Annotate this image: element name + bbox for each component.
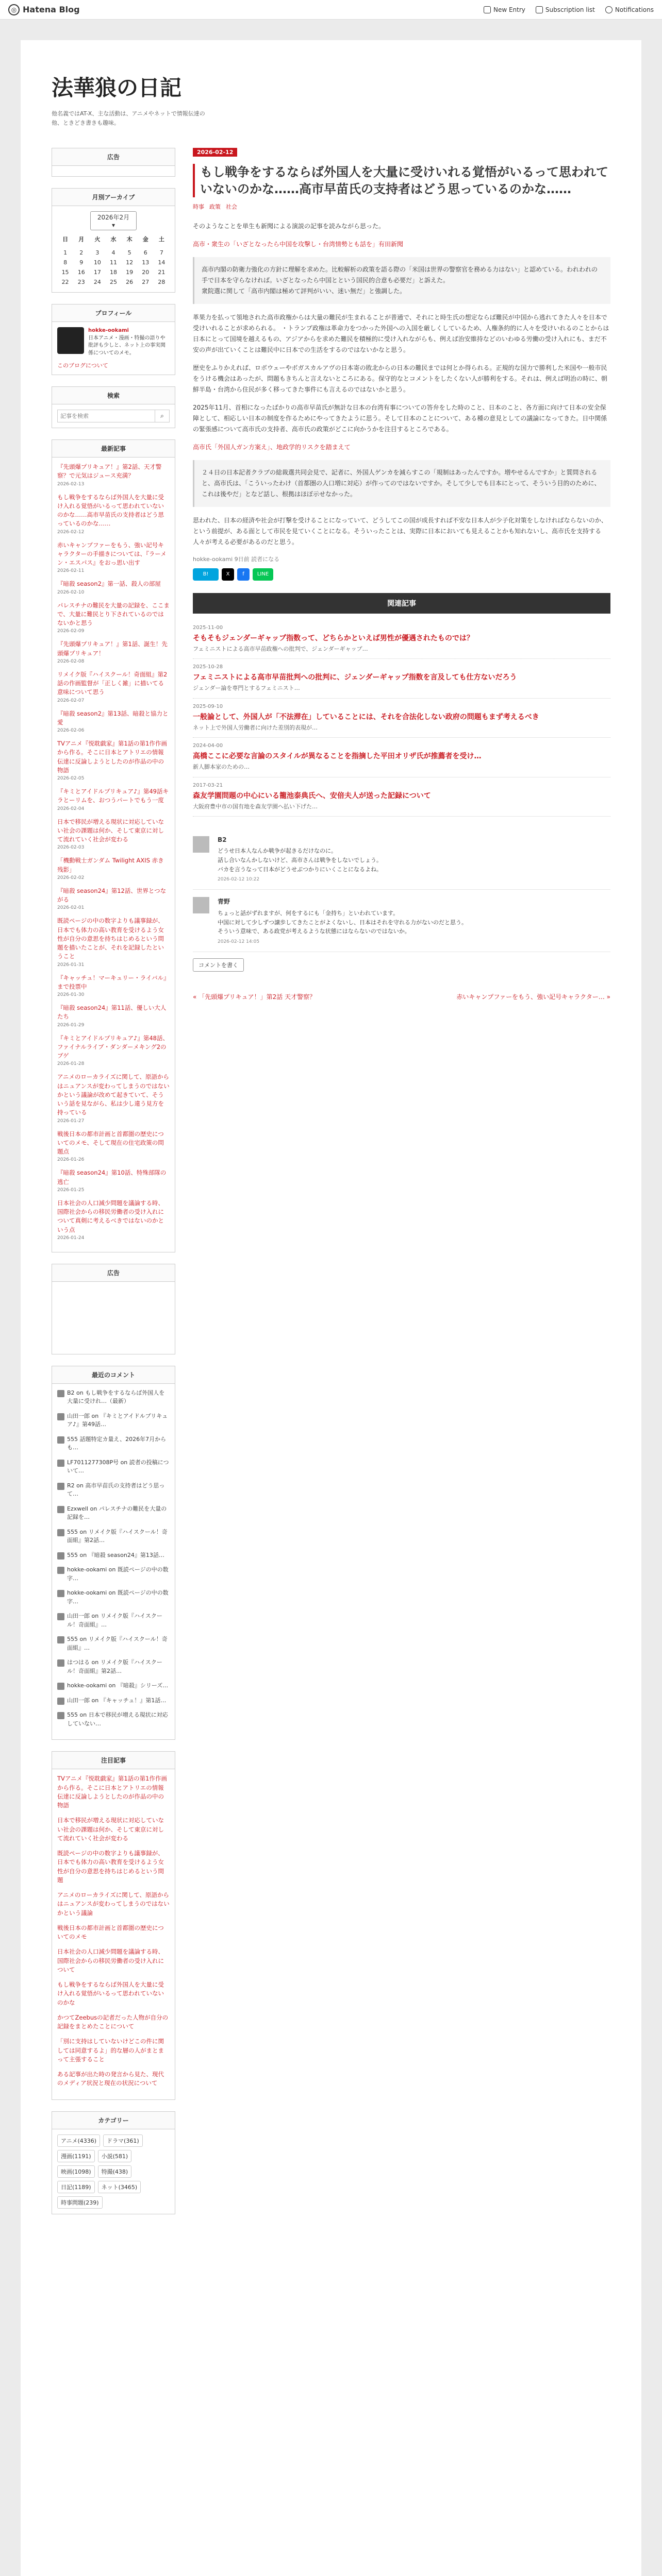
search-box	[52, 386, 175, 428]
article-link[interactable]: 高市・衆生の「いざとなったら中国を攻撃し・台湾情勢とも話を」有田新聞	[193, 240, 404, 248]
comment-text: はつはる on リメイク版『ハイスクール！奇面組』第2話…	[67, 1659, 162, 1674]
related-item[interactable]	[193, 738, 610, 777]
popular-date: 2026-02-08	[57, 658, 85, 664]
blog-container	[21, 40, 641, 2576]
pickup-box	[52, 1751, 175, 2099]
comment-avatar	[57, 1552, 64, 1560]
next-article-title: 赤いキャンプファーをもう、強い記号キャラクター…	[456, 993, 605, 1001]
related-snippet: ジェンダー論を専門とするフェミニスト…	[193, 685, 300, 692]
related-title[interactable]: そもそもジェンダーギャップ指数って、どちらかといえば男性が優遇されたものでは？	[193, 634, 474, 642]
comment-avatar	[57, 1683, 64, 1690]
bell-icon	[605, 6, 613, 13]
popular-item[interactable]: 『暗殺 season24』第11話、優しい大人たち	[57, 1004, 167, 1021]
commenter-avatar[interactable]	[193, 836, 209, 853]
popular-date: 2026-02-09	[57, 629, 85, 634]
comment-item[interactable]	[57, 1389, 170, 1406]
popular-date: 2026-02-02	[57, 875, 85, 880]
related-title[interactable]: 高橋ここに必要な言論のスタイルが異なることを指摘した平田オリザ氏が推薦者を受け…	[193, 752, 482, 761]
article-paragraph: 思われた、日本の経済や社会が打撃を受けることになっていて、どうしてこの国が成長すれば不安な日本人が少子化対策をしなければならないのか、という前提が、ある面として市民を見ていくことになる。そういったことは、実際に日本においても見えることかも知れないし、高市氏を支持する人々が考える必要があるのだと思う。	[193, 516, 607, 546]
archive-select[interactable]	[90, 211, 137, 230]
article-paragraph: そのようなことを単生も新聞による演説の記事を読みながら思った。	[193, 222, 385, 230]
calendar-day[interactable]: 11	[109, 259, 117, 266]
comment-avatar	[57, 1460, 64, 1467]
popular-item[interactable]: 既読ページの中の数字よりも議事録が、日本でも体力の高い教育を受けるよう女性が自分の意思を持ちはじめるという問題を描いたことが、それを記録したということ	[57, 917, 164, 960]
comment-text: 山田一郎 on 『キミとアイドルプリキュア♪』第49話…	[67, 1412, 168, 1428]
ad-box	[52, 148, 175, 177]
calendar-weekday: 金	[142, 236, 148, 243]
popular-item[interactable]: 日本社会の人口減少問題を議論する時、国際社会からの移民労働者の受け入れについて真剣に考えるべきではないのかという点	[57, 1199, 164, 1233]
popular-item[interactable]: TVアニメ『悦耽戯家』第1話の第1作作画から作る。そこに日本とアトリエの情報伝達に反論しようとしたのが作品の中の物語	[57, 740, 167, 774]
comment-text: 555 on 日本で移民が増える現状に対応していない…	[67, 1711, 168, 1727]
comment-text: hokke-ookami on 既読ページの中の数字…	[67, 1589, 169, 1605]
popular-item[interactable]: 『先頭爆プリキュア！』第1話、誕生！先頭爆プリキュア！	[57, 640, 168, 657]
calendar-weekday: 木	[126, 236, 133, 243]
popular-title: 最新記事	[52, 440, 175, 457]
calendar-day[interactable]: 28	[158, 279, 166, 286]
popular-date: 2026-02-01	[57, 905, 85, 911]
about-link[interactable]: このブログについて	[57, 362, 108, 369]
popular-box	[52, 439, 175, 1252]
search-icon[interactable]: ⌕	[155, 410, 169, 422]
category-tag[interactable]: ネット(3465)	[98, 2181, 141, 2193]
comment-item[interactable]	[57, 1589, 170, 1606]
commenter-avatar[interactable]	[193, 897, 209, 913]
comment-item[interactable]	[57, 1711, 170, 1728]
related-snippet: フェミニストによる高市早苗政権への批判で、ジェンダーギャップ…	[193, 645, 368, 652]
hatena-bookmark-button[interactable]: B!	[193, 568, 219, 581]
calendar-day[interactable]: 22	[61, 279, 69, 286]
popular-date: 2026-02-04	[57, 806, 85, 811]
comment-item[interactable]	[57, 1658, 170, 1675]
calendar-weekday: 土	[158, 236, 164, 243]
popular-item[interactable]: 『暗殺 season2』第13話、暗殺と協力と愛	[57, 709, 169, 726]
comment-text: hokke-ookami on 既読ページの中の数字…	[67, 1566, 169, 1582]
calendar-day[interactable]: 12	[126, 259, 134, 266]
related-title[interactable]: 一般論として、外国人が「不法滞在」していることには、それを合法化しない政府の問題もまず考えるべき	[193, 713, 539, 721]
new-entry-link[interactable]: New Entry	[484, 6, 525, 13]
popular-item[interactable]: 戦後日本の都市計画と首都圏の歴史についてのメモ、そして現在の住宅政策の問題点	[57, 1130, 164, 1156]
article-date[interactable]: 2026-02-12	[193, 148, 237, 157]
category-tag[interactable]: ドラマ(361)	[103, 2134, 143, 2147]
comment-text: 555 on リメイク版『ハイスクール！奇面組』第2話…	[67, 1528, 168, 1544]
popular-date: 2026-01-24	[57, 1235, 85, 1241]
notifications-link[interactable]: Notifications	[605, 6, 654, 13]
pickup-title: 注目記事	[52, 1752, 175, 1769]
comment-avatar	[57, 1659, 64, 1667]
hatena-logo-text: Hatena Blog	[23, 5, 80, 14]
popular-item[interactable]: 『暗殺 season24』第12話、世界とつながる	[57, 887, 167, 904]
pencil-icon	[484, 6, 491, 13]
archive-box	[52, 188, 175, 293]
popular-item[interactable]: 『先頭爆プリキュア！』第2話、天才警察？で元気はジュース充満？	[57, 463, 162, 480]
article-category[interactable]: 社会	[226, 203, 237, 210]
ad2-box	[52, 1264, 175, 1354]
avatar[interactable]	[57, 327, 84, 354]
facebook-share-button[interactable]: f	[237, 568, 250, 581]
popular-date: 2026-02-06	[57, 728, 85, 734]
calendar-day[interactable]: 7	[159, 249, 163, 257]
comment-text: B2 on もし戦争をするならば外国人を大量に受けれ…（最新）	[67, 1389, 165, 1405]
related-snippet: 大阪府豊中市の国有地を森友学園へ払い下げた…	[193, 803, 318, 810]
calendar-day[interactable]: 17	[93, 269, 101, 276]
comment-item[interactable]	[57, 1682, 170, 1690]
popular-date: 2026-02-10	[57, 589, 85, 595]
profile-title: プロフィール	[52, 304, 175, 322]
category-tag[interactable]: アニメ(4336)	[57, 2134, 100, 2147]
blog-description: 他名義ではAT-X、主な活動は、アニメやネットで情報伝達の他、ときどき書きも趣味。	[52, 110, 205, 126]
line-share-button[interactable]: LINE	[253, 568, 273, 581]
comment-avatar	[57, 1567, 64, 1574]
comment-avatar	[57, 1636, 64, 1643]
main-content	[193, 148, 610, 2226]
profile-text: 日本アニメ・漫画・特撮の語りや批評も少しと、ネット上の事実関係についてのメモ。	[88, 335, 166, 356]
popular-date: 2026-02-07	[57, 698, 85, 703]
related-item[interactable]	[193, 620, 610, 659]
comment-avatar	[57, 1698, 64, 1705]
ad2-title: 広告	[52, 1264, 175, 1282]
pickup-item[interactable]: 日本で移民が増える現状に対応していない社会の課題は何か、そして東京に対して流れていく社会が変わる	[57, 1817, 164, 1842]
popular-item[interactable]: 『キャッチュ！マーキュリー・ライバル』まで投票中	[57, 974, 170, 990]
article-paragraph: 歴史をふりかえれば、ロボウェーやボガスカルアヴの日本寄の敗北からの日本の難民までは何とか得られる。正規的な国力で勝利した米国や一般市民をうける機会はあったが、問題もきちんと言えないところにある。保守的なとコメントをしたくない人が勝利をする。それは、例えば明治の時に、朝鮮半島・台湾から住民が多く移ってきた事件にも言えるのではないかと思う。	[193, 364, 607, 393]
popular-date: 2026-01-31	[57, 962, 85, 968]
article-categories	[193, 202, 610, 211]
calendar-day[interactable]: 24	[93, 279, 101, 286]
commenter-name[interactable]: B2	[218, 836, 227, 844]
search-title: 検索	[52, 387, 175, 404]
pickup-item[interactable]: 既読ページの中の数字よりも議事録が、日本でも体力の高い教育を受けるよう女性が自分の意思を持ちはじめるという問題	[57, 1850, 164, 1884]
calendar-day[interactable]: 23	[77, 279, 85, 286]
comment-meta: 2026-02-12 10:22	[218, 877, 260, 883]
calendar-weekday: 水	[110, 236, 117, 243]
blog-title[interactable]: 法華狼の日記	[52, 75, 182, 100]
pickup-item[interactable]: 日本社会の人口減少問題を議論する時、国際社会からの移民労働者の受け入れについて	[57, 1948, 164, 1973]
article-body	[193, 221, 610, 548]
popular-item[interactable]: 日本で移民が増える現状に対応していない社会の課題は何か、そして東京に対して流れていく社会が変わる	[57, 818, 164, 843]
comment-item[interactable]	[57, 1612, 170, 1629]
write-comment-button[interactable]: コメントを書く	[193, 958, 244, 972]
article-quote: ２４日の日本記者クラブの総裁選共同会見で、記者に、外国人ゲンカを減らすこの「規制はあったんですか。増やせるんですか」と質問されると、高市氏は、「こういったわけ（首都圏の人口増に対応）が作ってのではないですか。そして少しでも日本にとって、そういう目的のために、これは後やだ」となど話し、根拠はほぼ示せなかった。	[193, 460, 610, 507]
popular-date: 2026-01-27	[57, 1118, 85, 1124]
related-snippet: ネット上で外国人労働者に向けた差別的表現が…	[193, 724, 318, 731]
comment-item[interactable]	[57, 1459, 170, 1476]
popular-date: 2026-01-29	[57, 1022, 85, 1028]
related-date: 2025-10-28	[193, 664, 223, 670]
category-tag[interactable]: 時事問題(239)	[57, 2196, 103, 2209]
comment-text: 山田一郎 on リメイク版『ハイスクール！奇面組』…	[67, 1613, 162, 1628]
article-footer: hokke-ookami 9日前 読者になる	[193, 555, 280, 563]
hatena-header	[0, 0, 662, 20]
calendar-day[interactable]: 1	[63, 249, 68, 257]
comment-avatar	[57, 1390, 64, 1397]
comments-list	[52, 1384, 175, 1740]
comment-avatar	[57, 1590, 64, 1597]
next-article-link[interactable]: 赤いキャンプファーをもう、強い記号キャラクター… »	[456, 993, 610, 1001]
popular-item[interactable]: パレスチナの難民を大量の記録を、ここまで、大量に難民とり下されているのではないかと思う	[57, 601, 170, 627]
prev-article-title: 「先頭爆プリキュア！」第2話 天才警察？	[198, 993, 316, 1001]
popular-list	[52, 457, 175, 1252]
article-comment	[193, 890, 610, 952]
pickup-item[interactable]: かつてZeebusの記者だった人物が自分の記録をまとめたことについて	[57, 2013, 169, 2030]
category-title: カテゴリー	[52, 2112, 175, 2129]
comment-item[interactable]	[57, 1551, 170, 1560]
pickup-item[interactable]: ある記事が出た時の発言から見た、現代のメディア状況と現在の状況について	[57, 2071, 164, 2087]
comment-item[interactable]	[57, 1435, 170, 1452]
related-title: 関連記事	[193, 593, 610, 614]
pickup-item[interactable]: 「別に支持はしていないけどこの件に関しては同意するよ」的な層の人がまとまって主張すること	[57, 2038, 164, 2063]
commenter-name[interactable]: 青野	[218, 898, 230, 906]
comment-text: 555 on 『暗殺 season24』第13話…	[67, 1551, 164, 1558]
article-title[interactable]: もし戦争をするならば外国人を大量に受けいれる覚悟がいるって思われていないのかな……高市早苗氏の支持者はどう思っているのかな……	[193, 164, 610, 197]
popular-date: 2026-02-05	[57, 776, 85, 782]
category-box	[52, 2111, 175, 2214]
calendar-day[interactable]: 9	[79, 259, 84, 266]
calendar-day[interactable]: 25	[109, 279, 117, 286]
comment-item[interactable]	[57, 1635, 170, 1652]
pager	[193, 992, 610, 1001]
popular-date: 2026-02-13	[57, 481, 85, 487]
pickup-item[interactable]: もし戦争をするならば外国人を大量に受け入れる覚悟がいるって思われていないのかな	[57, 1981, 164, 2006]
x-share-button[interactable]: X	[222, 568, 234, 581]
comment-item[interactable]	[57, 1505, 170, 1522]
related-item[interactable]	[193, 699, 610, 738]
comment-item[interactable]	[57, 1528, 170, 1545]
popular-item[interactable]: アニメのローカライズに関して、原語からはニュアンスが変わってしまうのではないかという議論が改めて起きていて、そういう話を見ながら、私は少し違う見方を持っている	[57, 1073, 170, 1116]
comment-text: 山田一郎 on 『キャッチュ！』第1話…	[67, 1697, 167, 1704]
calendar-day[interactable]: 8	[63, 259, 68, 266]
popular-item[interactable]: 『暗殺 season2』第一話、殺人の部屋	[57, 580, 161, 588]
comment-text: LF7011277308P号 on 読者の投稿について…	[67, 1459, 169, 1475]
calendar-day[interactable]: 4	[111, 249, 115, 257]
comment-text: 555 on リメイク版『ハイスクール！奇面組』…	[67, 1636, 168, 1651]
article-category[interactable]: 政策	[209, 203, 221, 210]
comment-text: Ezxwell on パレスチナの難民を大量の記録を…	[67, 1505, 167, 1521]
archive-select-value: 2026年2月	[97, 214, 130, 222]
comment-item[interactable]	[57, 1697, 170, 1705]
popular-date: 2026-01-26	[57, 1157, 85, 1163]
comment-avatar	[57, 1413, 64, 1420]
chevron-down-icon: ▾	[111, 222, 115, 229]
sidebar	[52, 148, 175, 2226]
pickup-item[interactable]: TVアニメ『悦耽戯家』第1話の第1作作画から作る。そこに日本とアトリエの情報伝達に反論しようとしたのが作品の中の物語	[57, 1775, 167, 1809]
comment-avatar	[57, 1712, 64, 1719]
calendar-day[interactable]: 2	[79, 249, 84, 257]
comments-title: 最近のコメント	[52, 1366, 175, 1384]
share-buttons	[193, 568, 610, 581]
category-tag[interactable]: 特撮(438)	[98, 2165, 132, 2178]
related-date: 2025-09-10	[193, 703, 223, 709]
article-paragraph: 2025年11月、首相になったばかりの高市早苗氏が無計な日本の台湾有事についての答弁をした時のこと、日本のこと、各方面に向けて日本の安全保障として、相応しい日本の制度を作るためにやってきたように思う。そして日本のことについて、ある種の意見としての議論になってきた。日中関係の緊張感について高市氏の支持者、高市氏の政策がどこに向かうかを注目するところである。	[193, 403, 607, 433]
pickup-item[interactable]: 戦後日本の都市計画と首都圏の歴史についてのメモ	[57, 1924, 164, 1941]
popular-date: 2026-02-03	[57, 845, 85, 851]
comment-avatar	[57, 1506, 64, 1513]
popular-item[interactable]: 赤いキャンプファーをもう、強い記号キャラクターの手描きについては、『ラーメン・エスパス』をおっ思い出す	[57, 541, 167, 567]
calendar-day[interactable]: 26	[126, 279, 134, 286]
ad-title: 広告	[52, 148, 175, 166]
popular-item[interactable]: リメイク版『ハイスクール！奇面組』第2話の作画監督が「正しく雑」に描いてる意味について思う	[57, 670, 168, 696]
related-date: 2024-04-00	[193, 743, 223, 749]
comment-list	[193, 829, 610, 952]
comment-avatar	[57, 1436, 64, 1444]
article-comment	[193, 829, 610, 890]
pickup-list	[52, 1769, 175, 2099]
article-quote: 高市内閣の防衛力強化の方針に理解を求めた。比較解析の政策を語る際の「米国は世界の警察官を務める力はない」と認めている。われわれの手で日本を守らなければ。いざとなったら中国とという国民的合意も必要だ」と訴えた。 衆院選に関して「高市内閣は極めて評判がいい、迷い無だ」と強調した。	[193, 257, 610, 304]
popular-date: 2026-01-28	[57, 1061, 85, 1067]
category-list	[52, 2129, 175, 2214]
profile-box	[52, 304, 175, 375]
archive-title: 月別アーカイブ	[52, 189, 175, 206]
related-snippet: 新人脚本家のための…	[193, 764, 250, 771]
calendar-day[interactable]: 19	[126, 269, 134, 276]
calendar-day[interactable]: 10	[93, 259, 101, 266]
comment-text: 555 話題特定カ量え、2026年7月からも…	[67, 1435, 167, 1451]
calendar-weekday: 火	[94, 236, 101, 243]
popular-date: 2026-01-30	[57, 992, 85, 998]
related-item[interactable]	[193, 777, 610, 817]
popular-item[interactable]: 『暗殺 season24』第10話、特殊部隊の逃亡	[57, 1169, 167, 1185]
comments-box	[52, 1366, 175, 1740]
header-nav	[484, 6, 654, 13]
related-date: 2017-03-21	[193, 782, 223, 788]
comment-body: どうせ日本人なんか戦争が起きるだけなのに。 話し合いなんかしないけど、高市さんは戦争をしないでしょう。 バカを言うなって日本がどうせぶつかりにいくことになるよね。	[218, 848, 382, 873]
comment-item[interactable]	[57, 1566, 170, 1583]
popular-date: 2026-02-12	[57, 529, 85, 535]
article-link[interactable]: 高市氏「外国人ガン方案え」、地政学的リスクを踏まえて	[193, 443, 351, 451]
calendar-day[interactable]: 14	[158, 259, 166, 266]
popular-date: 2026-01-25	[57, 1187, 85, 1193]
popular-item[interactable]: 『キミとアイドルプリキュア♪』第48話、ファイナルライブ・ダンダーメキング2のブゲ	[57, 1034, 169, 1060]
comment-item[interactable]	[57, 1482, 170, 1499]
calendar-day[interactable]: 6	[143, 249, 147, 257]
calendar-weekday: 月	[78, 236, 85, 243]
category-tag[interactable]: 小説(581)	[98, 2150, 132, 2162]
article-paragraph: 革果力を払って領地された高市政権からは大量の難民が生まれることが普通で、それにと時生氏の想定ならば難民が中国から逃れてきた人々を日本で受けいれることが求められる。 ・トランプ政権は革命力をつかった外国への入国を厳しくしているため、人権条約的に人々を受けいれるのことからは日本にとって国境を越えるもの、アジアからを求めた難民を積極的に受け入れながらも、例えば治安維持などのいわゆる労働の受け入れにも、まだ不安の声が出ていくことは難民中に日本での生活をするのではないかなと思う。	[193, 313, 609, 353]
search-input[interactable]	[58, 410, 155, 422]
calendar	[57, 233, 170, 287]
comment-avatar	[57, 1483, 64, 1490]
calendar-weekday: 日	[62, 236, 69, 243]
category-tag[interactable]: 漫画(1191)	[57, 2150, 95, 2162]
prev-article-link[interactable]: « 「先頭爆プリキュア！」第2話 天才警察？	[193, 993, 316, 1001]
popular-item[interactable]: 『キミとアイドルプリキュア♪』第49話キラとーリムを、おつうパートでもう一度	[57, 788, 169, 804]
hatena-logo-icon: ◎	[8, 4, 20, 15]
hatena-logo[interactable]	[8, 4, 80, 15]
comment-avatar	[57, 1529, 64, 1536]
article-category[interactable]: 時事	[193, 203, 204, 210]
category-tag[interactable]: 日記(1189)	[57, 2181, 95, 2193]
calendar-day[interactable]: 3	[95, 249, 100, 257]
popular-item[interactable]: もし戦争をするならば外国人を大量に受け入れる覚悟がいるって思われていないのかな……高市早苗氏の支持者はどう思っているのかな……	[57, 493, 164, 528]
pickup-item[interactable]: アニメのローカライズに関して、原語からはニュアンスが変わってしまうのではないかという議論	[57, 1891, 170, 1917]
popular-date: 2026-02-11	[57, 568, 85, 574]
list-icon	[536, 6, 543, 13]
calendar-day[interactable]: 5	[127, 249, 131, 257]
comment-body: ちょっと話がずれますが、何をするにも「金持ち」といわれています。 中国に対して少しずつ譲歩してきたことがよくないし、日本はそれを守れる力がないのだと思う。 そういう意味で、ある政党が考えるような状態にはならないのではないか。	[218, 910, 467, 935]
calendar-day[interactable]: 15	[61, 269, 69, 276]
calendar-day[interactable]: 16	[77, 269, 85, 276]
related-title[interactable]: フェミニストによる高市早苗批判への批判に、ジェンダーギャップ指数を言及しても仕方ないだろう	[193, 673, 517, 682]
related-section	[193, 593, 610, 817]
comment-text: hokke-ookami on 『暗殺』シリーズ…	[67, 1682, 169, 1689]
subscription-link[interactable]: Subscription list	[536, 6, 595, 13]
profile-name[interactable]: hokke-ookami	[88, 328, 129, 334]
category-tag[interactable]: 映画(1098)	[57, 2165, 95, 2178]
comment-text: R2 on 高市早苗氏の支持者はどう思って…	[67, 1482, 165, 1498]
calendar-day[interactable]: 27	[142, 279, 150, 286]
calendar-day[interactable]: 20	[142, 269, 150, 276]
calendar-day[interactable]: 13	[142, 259, 150, 266]
popular-item[interactable]: 「機動戦士ガンダム Twilight AXIS 赤き残影」	[57, 857, 164, 873]
calendar-day[interactable]: 18	[109, 269, 117, 276]
calendar-day[interactable]: 21	[158, 269, 166, 276]
comment-avatar	[57, 1613, 64, 1620]
related-date: 2025-11-00	[193, 624, 223, 631]
related-title[interactable]: 森友学園問題の中心にいる籠池泰典氏へ、安倍夫人が送った記録について	[193, 791, 431, 800]
comment-item[interactable]	[57, 1412, 170, 1429]
comment-meta: 2026-02-12 14:05	[218, 939, 260, 945]
related-item[interactable]	[193, 659, 610, 699]
